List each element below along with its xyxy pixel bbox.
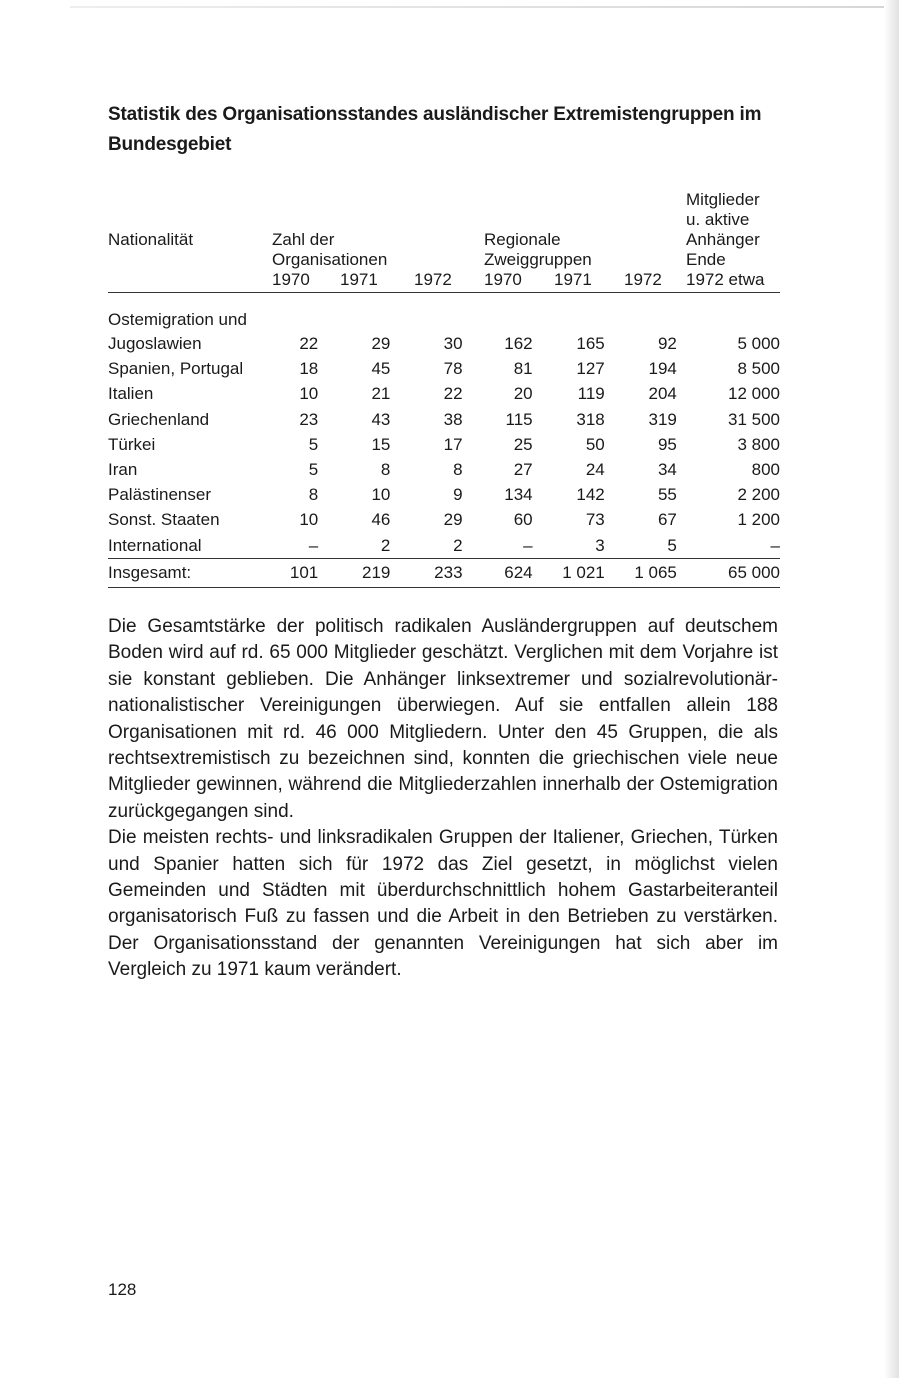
row-label-line: Ostemigration und [108,310,247,329]
row-cell-r1971: 3 [595,535,605,555]
header-organisationen-line2: Organisationen [272,250,388,269]
body-text [108,614,778,984]
row-cell-members: 2 200 [737,485,780,505]
row-cell-o1972: 78 [443,359,463,379]
header-nationalitaet: Nationalität [108,230,194,249]
row-cell-o1971: 43 [371,409,391,429]
page-edge-right [884,0,899,1378]
row-cell-o1971: 21 [371,384,391,404]
row-cell-members: 8 500 [737,359,780,379]
row-cell-r1970: 27 [513,460,533,480]
row-cell-r1971: 1 021 [533,558,605,587]
row-cell-o1972: 30 [443,334,463,353]
row-cell-o1971: 29 [371,334,391,353]
row-cell-o1972: 22 [443,384,463,404]
row-cell-r1972: 5 [667,535,677,555]
table-row [108,331,780,356]
row-cell-o1972: 233 [390,558,462,587]
row-cell-o1972: 17 [443,434,463,454]
row-cell-r1970: 60 [513,510,533,530]
row-cell-o1971: 10 [371,485,391,505]
page-number: 128 [108,1280,137,1299]
table-row [108,533,780,559]
row-cell-o1970: 10 [299,510,319,530]
row-cell-r1971: 24 [585,460,605,480]
row-cell-r1972: 92 [657,334,677,353]
row-label: Italien [108,384,154,404]
header-mitglieder-line5: 1972 etwa [686,270,765,289]
row-cell-r1971: 73 [585,510,605,530]
header-organisationen-line1: Zahl der [272,230,335,249]
row-cell-o1971: 46 [371,510,391,530]
table-row [108,407,780,432]
row-cell-o1972: 9 [453,485,463,505]
row-cell-o1971: 8 [380,460,391,480]
row-cell-r1972: 34 [657,460,677,480]
row-label: Palästinenser [108,485,212,505]
header-mitglieder-line1: Mitglieder [686,190,760,209]
row-label: Sonst. Staaten [108,510,220,530]
row-cell-r1972: 204 [648,384,677,404]
row-cell-members: 1 200 [737,510,780,530]
header-year-1970-reg: 1970 [484,270,522,289]
row-cell-o1970: 22 [299,334,319,353]
row-label: Insgesamt: [108,558,275,587]
row-cell-o1970: 10 [299,384,319,404]
row-cell-r1970: 81 [513,359,533,379]
table-row [108,482,780,507]
row-cell-r1970: 134 [504,485,533,505]
row-label: Griechenland [108,409,210,429]
row-cell-r1972: 67 [657,510,677,530]
row-cell-r1972: 319 [648,409,677,429]
header-year-1972-reg: 1972 [624,270,662,289]
row-cell-members: 3 800 [737,434,780,454]
row-cell-o1971: 219 [318,558,390,587]
table-header [108,188,780,292]
table-row [108,457,780,482]
row-cell-r1970: 20 [513,384,533,404]
header-mitglieder-line3: Anhänger [686,230,760,249]
row-cell-o1972: 2 [453,535,463,555]
table-row [108,432,780,457]
row-cell-o1970: – [308,535,319,555]
row-cell-r1970: 162 [504,334,533,353]
row-cell-r1970: 25 [513,434,533,454]
row-cell-r1972: 1 065 [605,558,677,587]
row-cell-r1970: 115 [505,409,533,429]
row-cell-r1971: 119 [577,384,605,404]
row-cell-o1970: 101 [275,558,318,587]
table-row [108,356,780,381]
paragraph: Die Gesamtstärke der politisch radikalen Ausländergruppen auf deutschem Boden wird auf rd. 65 000 Mitglieder geschätzt. Verglichen mit dem Vorjahre ist sie konstant geblieben. Die Anhänger linksextremer und sozialrevolutionär-nationalistischer Vereinigungen überwiegen. Auf sie entfallen allein 188 Organisationen mit rd. 46 000 Mitgliedern. Unter den 45 Gruppen, die als rechtsextremistisch zu bezeichnen sind, konnten die griechischen viele neue Mitglieder gewinnen, während die Mitgliederzahlen innerhalb der Ostemigration zurückgegangen sind. [108,616,778,822]
data-table [108,331,780,588]
row-cell-r1971: 165 [576,334,605,353]
row-cell-members: 800 [751,460,780,480]
table-body [108,331,780,587]
header-mitglieder-line2: u. aktive [686,210,750,229]
header-zweiggruppen-line1: Regionale [484,230,561,249]
row-cell-o1971: 2 [380,535,391,555]
row-cell-r1972: 55 [657,485,677,505]
statistics-table [108,188,780,588]
row-cell-members: 5 000 [737,334,780,353]
table-row [108,381,780,406]
row-label: International [108,535,202,555]
row-cell-o1972: 8 [453,460,463,480]
paragraph: Die meisten rechts- und linksradikalen Gruppen der Italiener, Griechen, Türken und Spanier hatten sich für 1972 das Ziel gesetzt, in möglichst vielen Gemeinden und Städten mit überdurchschnittlich hohem Gastarbeiteranteil organisatorisch Fuß zu fassen und die Arbeit in den Betrieben zu verstärken. Der Organisationsstand der genannten Vereinigungen hat sich aber im Vergleich zu 1971 kaum verändert. [108,827,778,981]
row-cell-r1971: 318 [576,409,605,429]
header-rule [108,292,780,293]
row-cell-o1970: 5 [308,434,319,454]
row-cell-r1970: – [523,535,533,555]
row-cell-r1971: 50 [585,434,605,454]
header-mitglieder-line4: Ende [686,250,726,269]
row-cell-r1971: 127 [576,359,605,379]
row-cell-o1972: 29 [443,510,463,530]
row-cell-o1970: 18 [299,359,319,379]
document-title: Statistik des Organisationsstandes ausländischer Extremistengruppen im Bundesgebiet [108,104,762,155]
header-zweiggruppen-line2: Zweiggruppen [484,250,592,269]
row-cell-o1970: 23 [299,409,319,429]
header-year-1971-org: 1971 [340,270,378,289]
row-cell-o1971: 15 [371,434,391,454]
row-label: Spanien, Portugal [108,359,244,379]
row-cell-members: – [770,535,780,555]
header-year-1971-reg: 1971 [554,270,592,289]
row-cell-r1972: 194 [648,359,677,379]
table-row [108,507,780,532]
header-year-1972-org: 1972 [414,270,452,289]
page-edge-top [70,6,899,8]
row-label: Jugoslawien [108,334,202,353]
row-cell-o1970: 8 [308,485,319,505]
row-cell-r1972: 95 [657,434,677,454]
row-cell-members: 31 500 [728,409,780,429]
row-cell-r1971: 142 [576,485,605,505]
row-cell-o1971: 45 [371,359,391,379]
table-total-row [108,558,780,587]
row-cell-members: 12 000 [728,384,780,404]
row-cell-r1970: 624 [463,558,533,587]
row-label: Türkei [108,434,156,454]
row-cell-o1972: 38 [443,409,463,429]
row-label: Iran [108,460,138,480]
row-cell-members: 65 000 [677,558,780,587]
row-cell-o1970: 5 [308,460,319,480]
header-year-1970-org: 1970 [272,270,310,289]
